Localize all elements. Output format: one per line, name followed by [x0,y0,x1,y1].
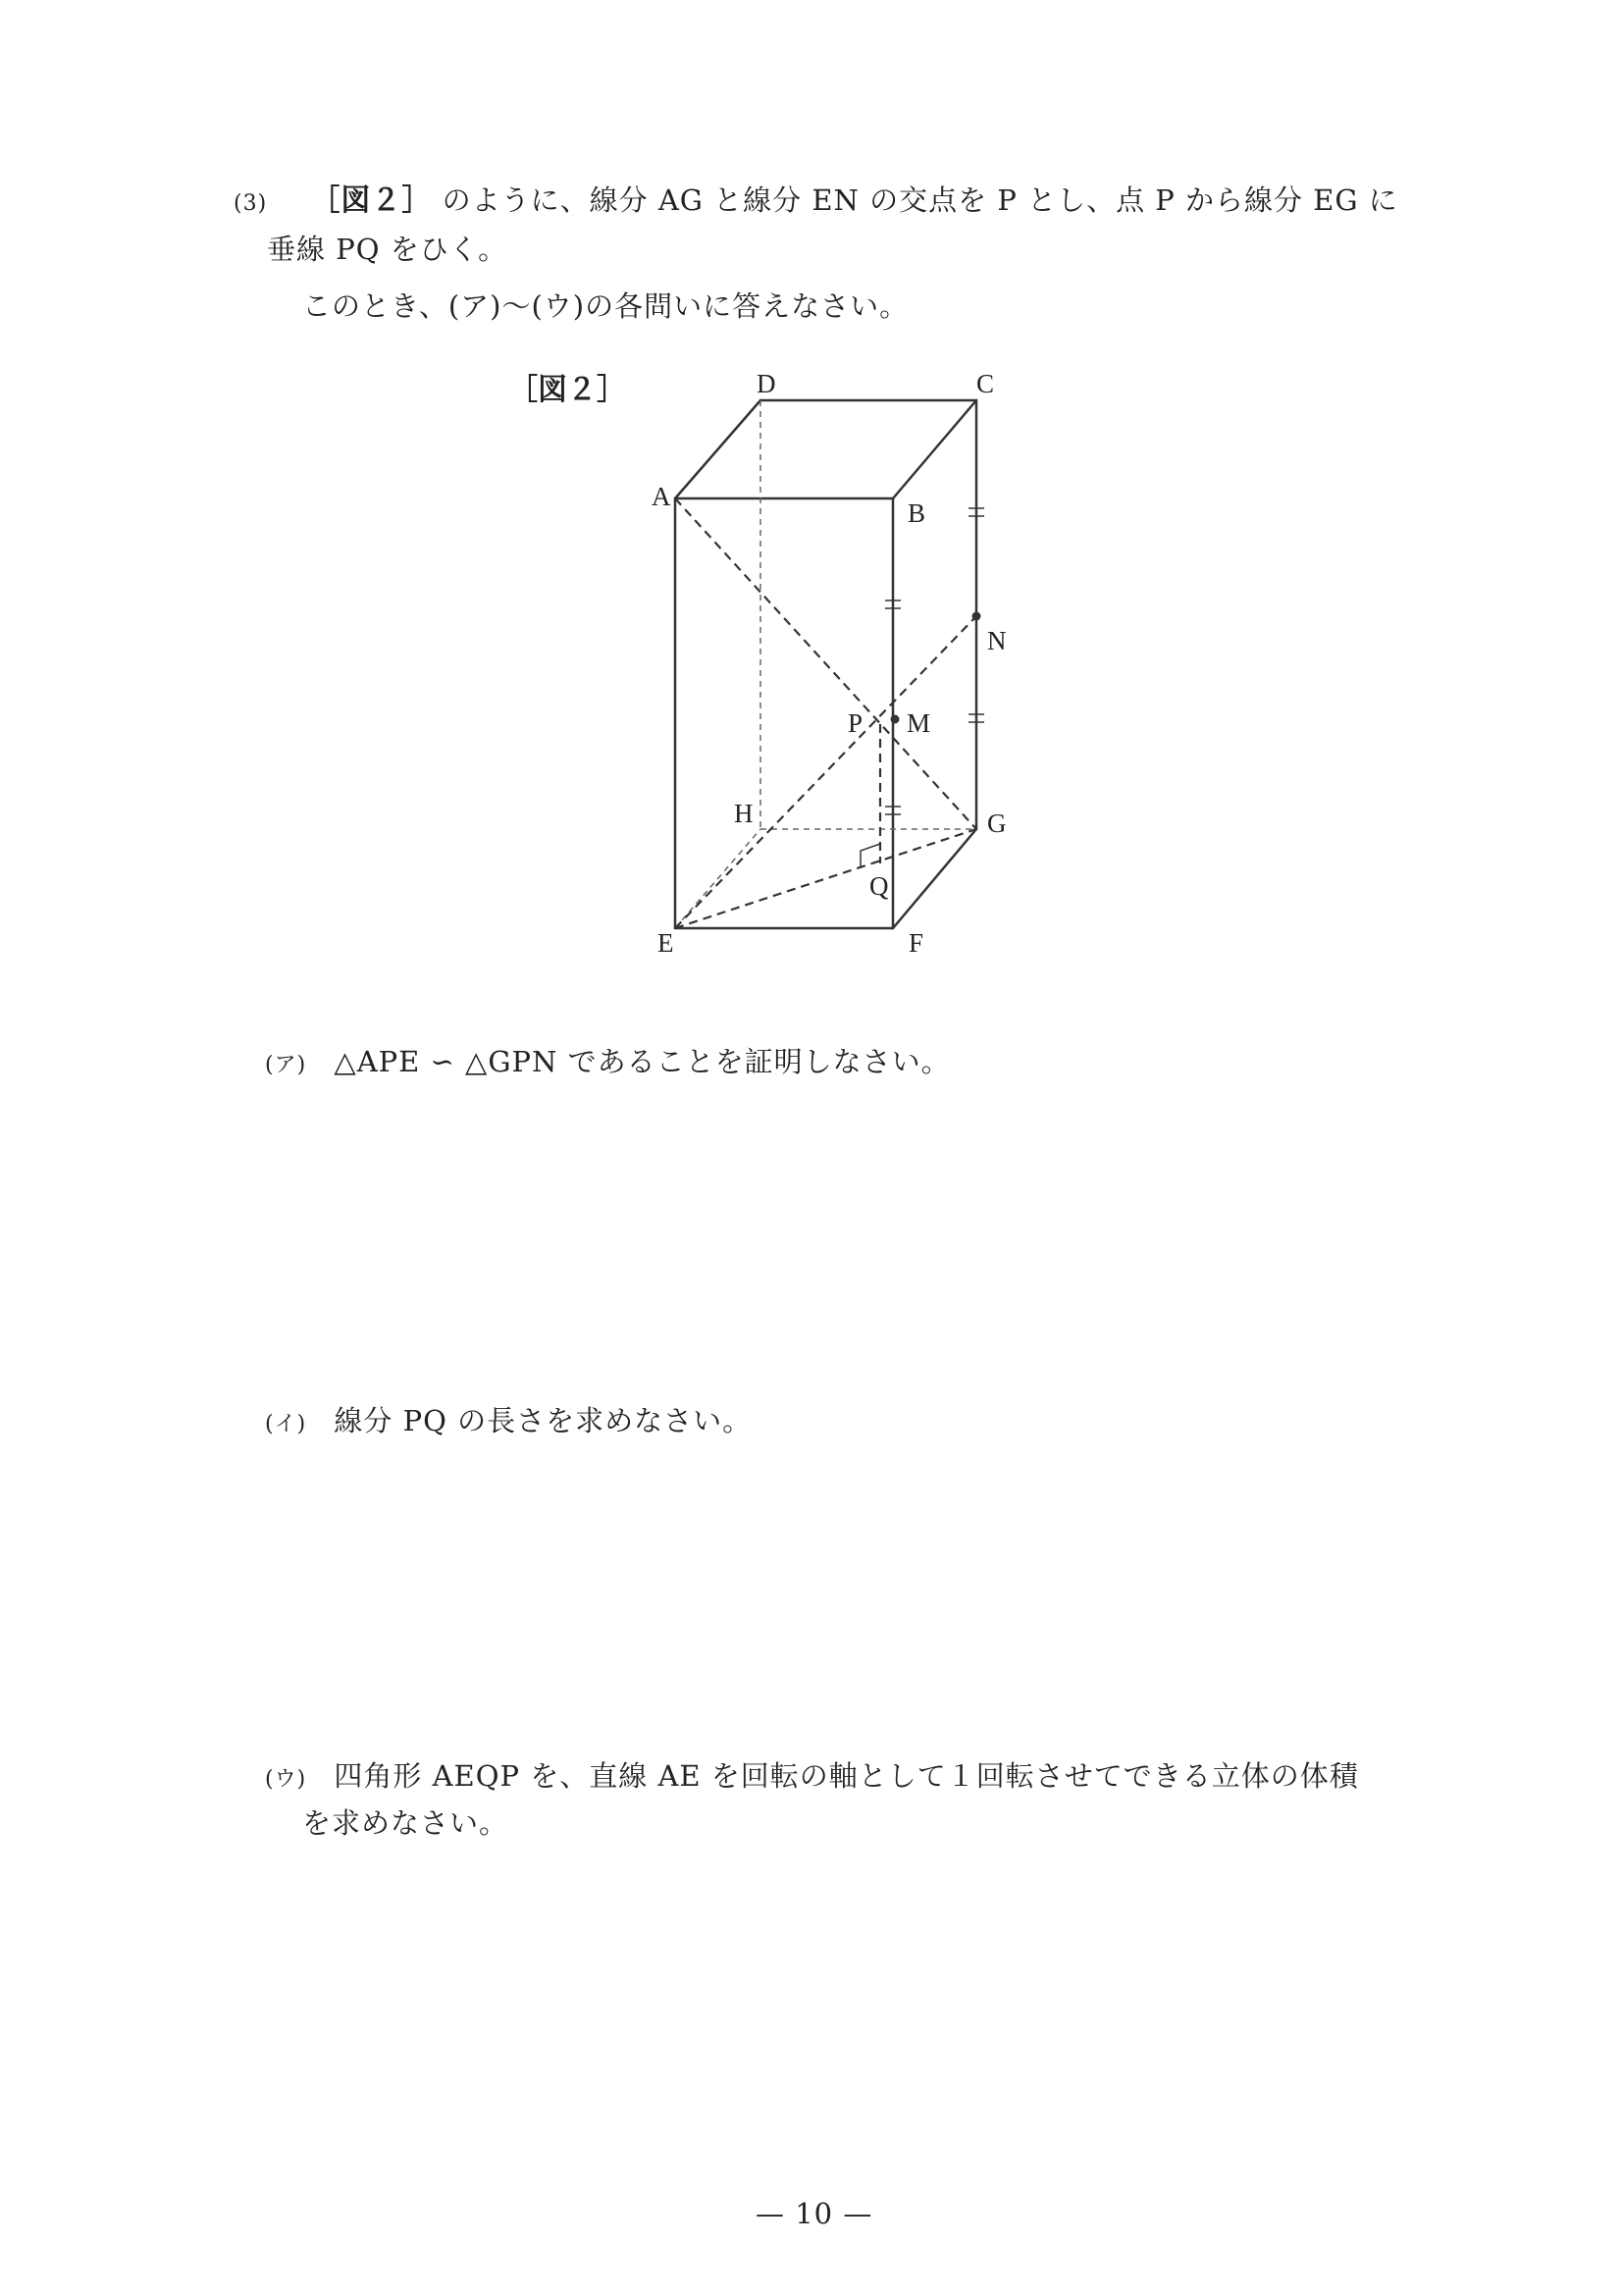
prism-figure [628,353,1040,962]
question-b [265,1401,752,1444]
label-G: G [987,809,1007,838]
edge-BC [893,400,976,498]
label-H: H [734,799,754,828]
problem-line-2: 垂線 PQ をひく。 [267,233,508,266]
point-N [972,612,981,621]
label-N: N [987,626,1007,655]
label-E: E [657,928,674,958]
question-a [265,1042,951,1085]
edge-AD [675,400,760,498]
problem-number: (3) [234,191,268,216]
question-a-marker: (ア) [265,1053,307,1077]
problem-line-3: このとき、(ア)〜(ウ)の各問いに答えなさい。 [302,289,910,323]
label-Q: Q [869,871,889,901]
question-a-text: △APE ∽ △GPN であることを証明しなさい。 [334,1045,951,1078]
label-B: B [908,498,926,528]
figure-caption: ［図２］ [508,373,626,407]
label-F: F [909,928,924,958]
label-P: P [848,708,864,738]
question-b-marker: (イ) [265,1412,307,1436]
label-D: D [757,369,776,398]
problem-text-line-1: のように、線分 AG と線分 EN の交点を P とし、点 P から線分 EG に [442,183,1398,217]
question-c-line-2: を求めなさい。 [302,1806,509,1840]
edge-FG [893,829,976,928]
segment-EG [675,829,976,928]
question-c [265,1756,1359,1800]
right-angle-mark [861,844,880,867]
problem-line-1 [234,181,1398,224]
page-number: — 10 — [756,2197,873,2230]
question-c-text: 四角形 AEQP を、直線 AE を回転の軸として１回転させてできる立体の体積 [334,1759,1359,1793]
point-M [891,715,900,724]
question-b-text: 線分 PQ の長さを求めなさい。 [334,1404,753,1437]
figure-reference: ［図２］ [310,183,433,218]
label-M: M [907,708,931,738]
label-C: C [976,369,995,398]
question-c-marker: (ウ) [265,1767,307,1792]
label-A: A [652,482,671,511]
